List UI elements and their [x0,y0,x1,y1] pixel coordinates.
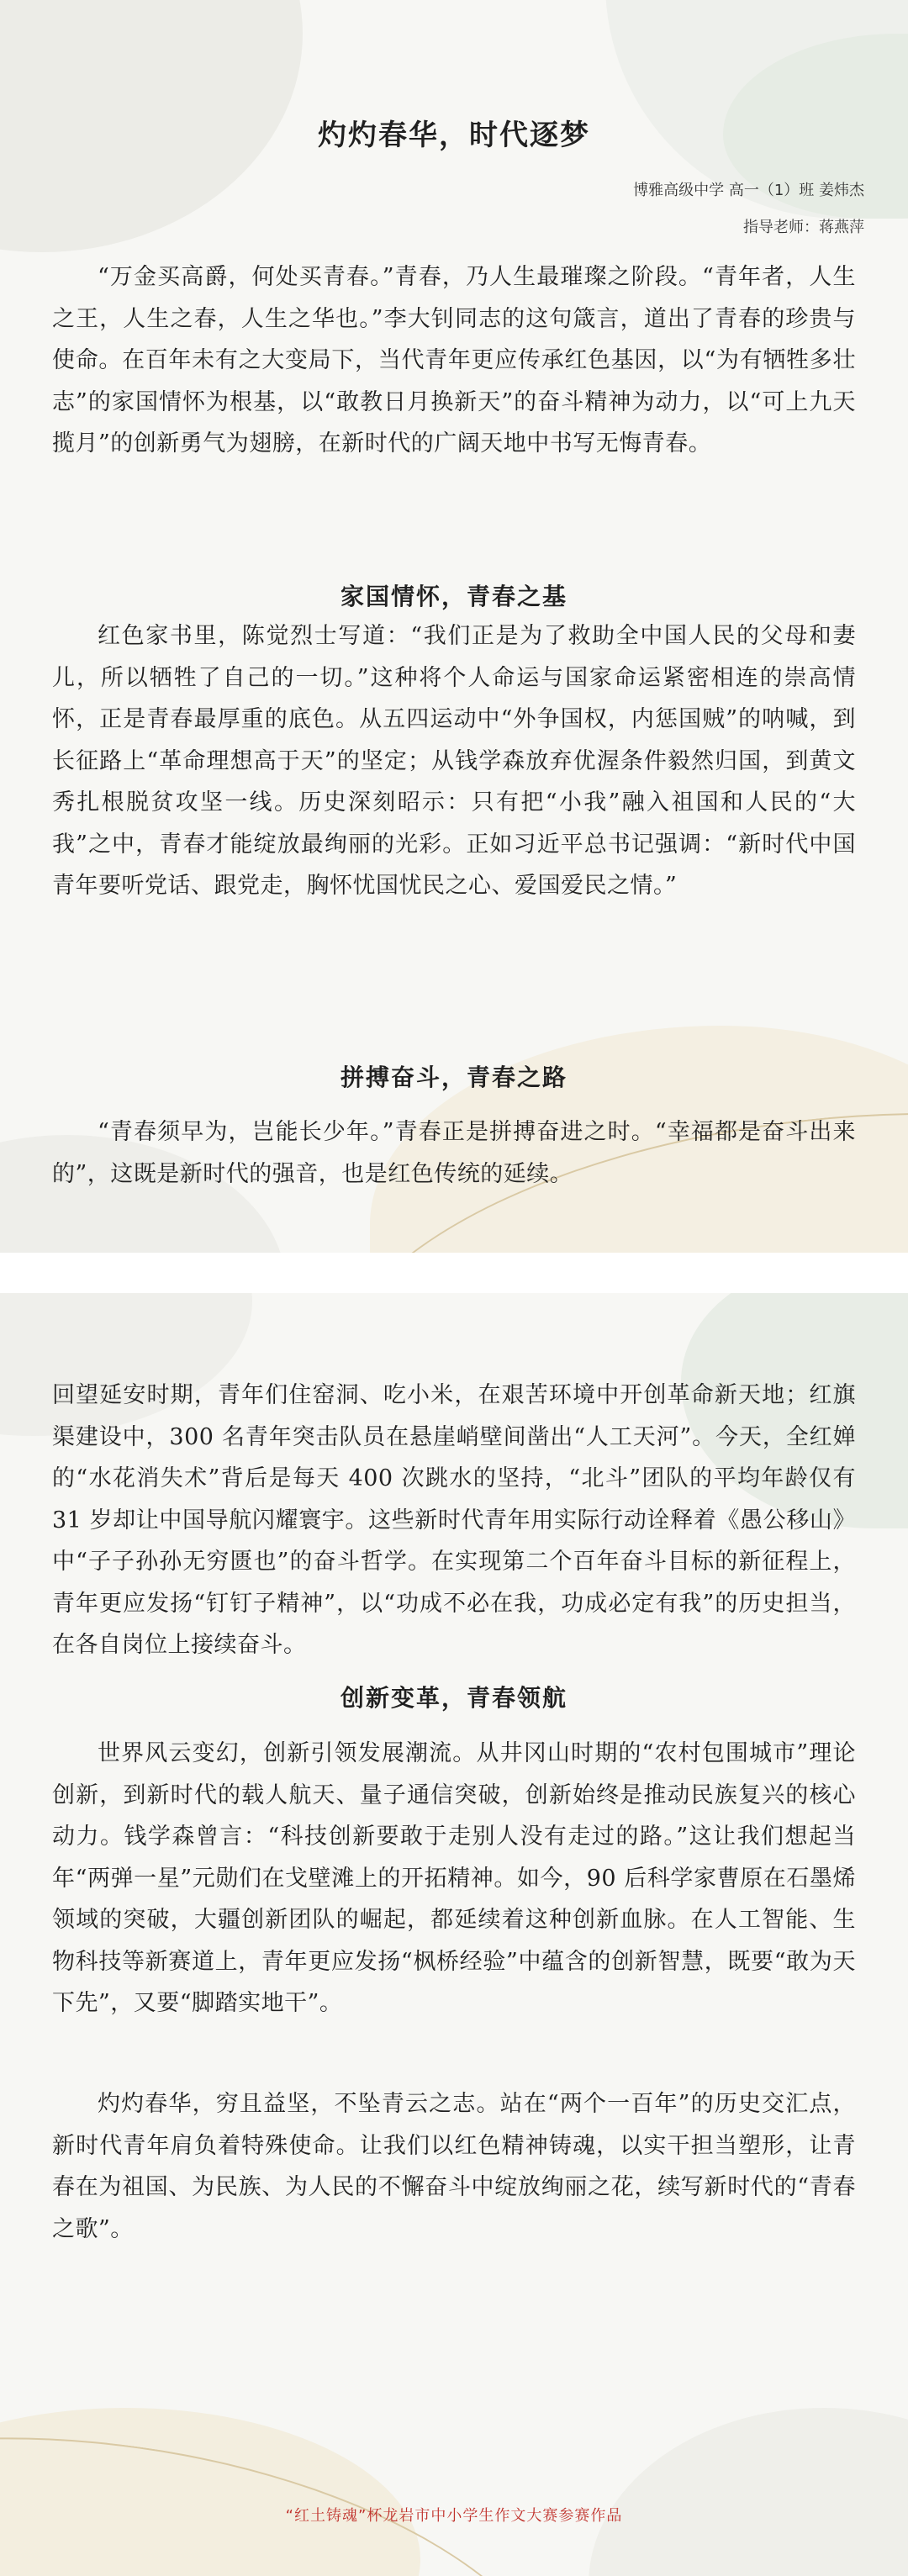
page-two [0,1293,908,2576]
background-decoration [589,2408,908,2576]
body-paragraph: 红色家书里，陈觉烈士写道：“我们正是为了救助全中国人民的父母和妻儿，所以牺牲了自己的一切。”这种将个人命运与国家命运紧密相连的崇高情怀，正是青春最厚重的底色。从五四运动中“外争国权，内惩国贼”的呐喊，到长征路上“革命理想高于天”的坚定；从钱学森放弃优渥条件毅然归国，到黄文秀扎根脱贫攻坚一线。历史深刻昭示：只有把“小我”融入祖国和人民的“大我”之中，青春才能绽放最绚丽的光彩。正如习近平总书记强调：“新时代中国青年要听党话、跟党走，胸怀忧国忧民之心、爱国爱民之情。” [52,623,856,899]
section-heading-patriotism: 家国情怀，青春之基 [340,583,568,610]
conclusion-section [52,2083,856,2250]
intro-section [52,256,856,465]
conclusion-paragraph: 灼灼春华，穷且益坚，不坠青云之志。站在“两个一百年”的历史交汇点，新时代青年肩负着特殊使命。让我们以红色精神铸魂，以实干担当塑形，让青春在为祖国、为民族、为人民的不懈奋斗中绽放绚丽之花，续写新时代的“青春之歌”。 [52,2091,856,2242]
body-paragraph: “青春须早为，岂能长少年。”青春正是拼搏奋进之时。“幸福都是奋斗出来的”，这既是新时代的强音，也是红色传统的延续。 [52,1119,856,1187]
section-patriotism [52,615,856,907]
section-struggle-continued [52,1375,856,1666]
page-one [0,0,908,1253]
section-heading-struggle: 拼搏奋斗，青春之路 [340,1064,568,1091]
section-innovation [52,1733,856,2024]
section-heading-patriotism-wrap [52,578,856,612]
essay-title: 灼灼春华，时代逐梦 [318,119,590,152]
section-heading-innovation-wrap [52,1680,856,1713]
section-struggle [52,1111,856,1195]
body-paragraph: 回望延安时期，青年们住窑洞、吃小米，在艰苦环境中开创革命新天地；红旗渠建设中，300 名青年突击队员在悬崖峭壁间凿出“人工天河”。今天，全红婵的“水花消失术”背后是每天 400 次跳水的坚持，“北斗”团队的平均年龄仅有 31 岁却让中国导航闪耀寰宇。这些新时代青年用实际行动诠释着《愚公移山》中“子子孙孙无穷匮也”的奋斗哲学。在实现第二个百年奋斗目标的新征程上，青年更应发扬“钉钉子精神”，以“功成不必在我，功成必定有我”的历史担当，在各自岗位上接续奋斗。 [52,1382,856,1658]
section-heading-struggle-wrap [52,1059,856,1093]
intro-paragraph: “万金买高爵，何处买青春。”青春，乃人生最璀璨之阶段。“青年者，人生之王，人生之春，人生之华也。”李大钊同志的这句箴言，道出了青春的珍贵与使命。在百年未有之大变局下，当代青年更应传承红色基因，以“为有牺牲多壮志”的家国情怀为根基，以“敢教日月换新天”的奋斗精神为动力，以“可上九天揽月”的创新勇气为翅膀，在新时代的广阔天地中书写无悔青春。 [52,264,856,457]
author-byline: 博雅高级中学 高一（1）班 姜炜杰 [633,182,864,199]
teacher-byline: 指导老师：蒋燕萍 [743,219,864,236]
body-paragraph: 世界风云变幻，创新引领发展潮流。从井冈山时期的“农村包围城市”理论创新，到新时代的载人航天、量子通信突破，创新始终是推动民族复兴的核心动力。钱学森曾言：“科技创新要敢于走别人没有走过的路。”这让我们想起当年“两弹一星”元勋们在戈壁滩上的开拓精神。如今，90 后科学家曹原在石墨烯领域的突破，大疆创新团队的崛起，都延续着这种创新血脉。在人工智能、生物科技等新赛道上，青年更应发扬“枫桥经验”中蕴含的创新智慧，既要“敢为天下先”，又要“脚踏实地干”。 [52,1740,856,2016]
contest-footer: “红土铸魂”杯龙岩市中小学生作文大赛参赛作品 [285,2507,623,2525]
section-heading-innovation: 创新变革，青春领航 [340,1684,568,1712]
